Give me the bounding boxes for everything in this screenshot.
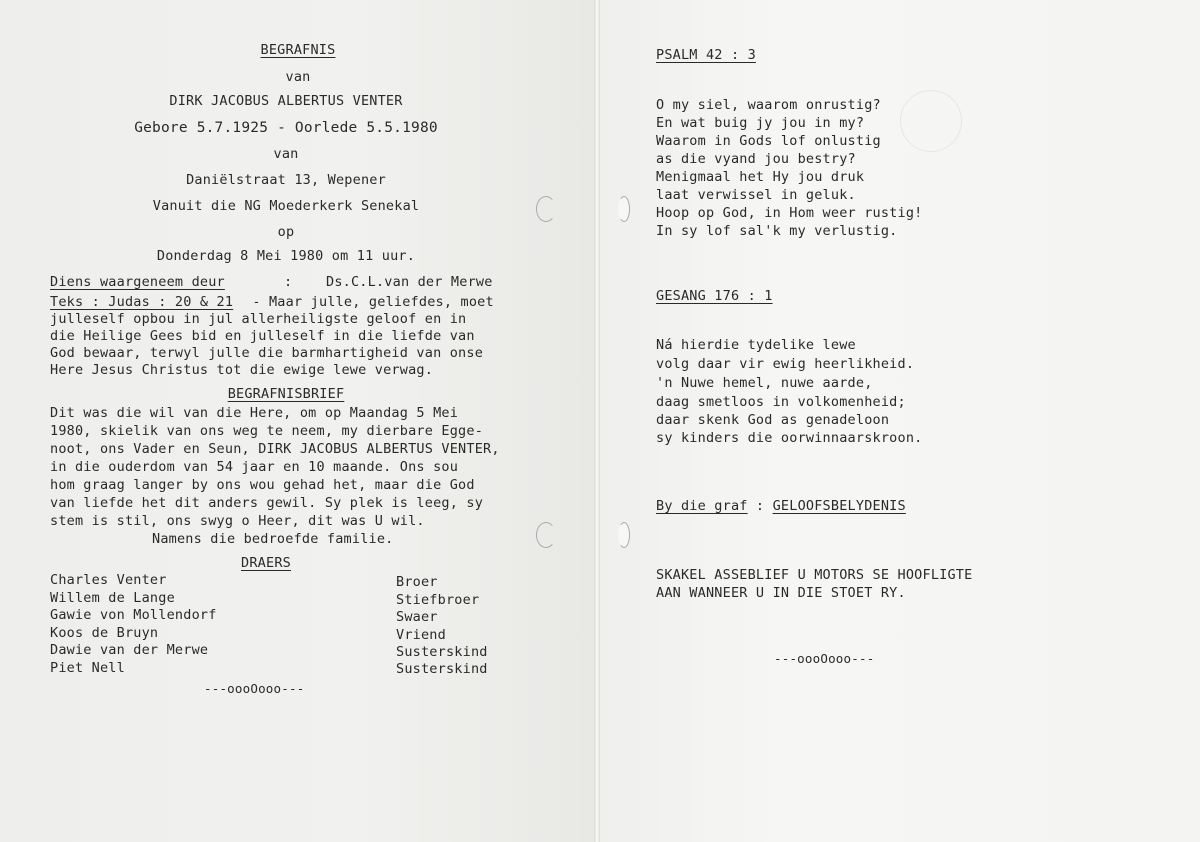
church: Vanuit die NG Moederkerk Senekal — [152, 198, 420, 214]
punch-hole-icon — [536, 522, 556, 548]
scripture-line: - Maar julle, geliefdes, moet — [244, 294, 494, 310]
letter-signoff: Namens die bedroefde familie. — [152, 531, 394, 547]
grave-item: GELOOFSBELYDENIS — [772, 498, 906, 514]
scripture-line: julleself opbou in jul allerheiligste geloof en in — [50, 311, 467, 327]
psalm-line: Hoop op God, in Hom weer rustig! — [656, 205, 923, 221]
bearer-name: Willem de Lange — [50, 590, 175, 606]
bearer-name: Gawie von Mollendorf — [50, 607, 217, 623]
scripture-label: Teks : Judas : 20 & 21 — [50, 294, 234, 310]
bearer-name: Dawie van der Merwe — [50, 642, 209, 658]
bearer-name: Koos de Bruyn — [50, 625, 159, 641]
bearer-relation: Vriend — [396, 627, 446, 643]
letter-line: Dit was die wil van die Here, om op Maandag 5 Mei — [50, 405, 459, 421]
psalm-line: as die vyand jou bestry? — [656, 151, 856, 167]
service-label: Diens waargeneem deur — [50, 274, 225, 290]
service-separator: : — [284, 274, 293, 290]
psalm-line: Waarom in Gods lof onlustig — [656, 133, 881, 149]
scripture-line: die Heilige Gees bid en julleself in die liefde van — [50, 328, 475, 344]
gesang-line: Ná hierdie tydelike lewe — [656, 337, 856, 353]
end-mark: ---oooOooo--- — [204, 681, 305, 696]
letter-line: 1980, skielik van ons weg te neem, my dierbare Egge- — [50, 423, 484, 439]
bearer-relation: Swaer — [396, 609, 438, 625]
psalm-line: laat verwissel in geluk. — [656, 187, 856, 203]
bearer-relation: Susterskind — [396, 661, 488, 677]
bearer-relation: Broer — [396, 574, 438, 590]
notice-line: SKAKEL ASSEBLIEF U MOTORS SE HOOFLIGTE — [656, 567, 973, 583]
psalm-line: In sy lof sal'k my verlustig. — [656, 223, 898, 239]
gesang-line: volg daar vir ewig heerlikheid. — [656, 356, 915, 372]
letter-line: noot, ons Vader en Seun, DIRK JACOBUS ALBERTUS VENTER, — [50, 441, 500, 457]
bearer-name: Piet Nell — [50, 660, 125, 676]
gesang-line: sy kinders die oorwinnaarskroon. — [656, 430, 923, 446]
letter-line: hom graag langer by ons wou gehad het, maar die God — [50, 477, 475, 493]
bearer-relation: Stiefbroer — [396, 592, 480, 608]
grave-label: By die graf — [656, 498, 748, 514]
end-mark: ---oooOooo--- — [774, 651, 875, 666]
op-line: op — [277, 224, 295, 240]
life-dates: Gebore 5.7.1925 - Oorlede 5.5.1980 — [134, 120, 438, 136]
psalm-line: O my siel, waarom onrustig? — [656, 97, 881, 113]
bearers-title: DRAERS — [241, 555, 291, 571]
punch-hole-icon — [618, 196, 630, 222]
punch-hole-icon — [618, 522, 630, 548]
page-fold — [594, 0, 600, 842]
grave-heading — [656, 498, 906, 515]
letter-line: in die ouderdom van 54 jaar en 10 maande. Ons sou — [50, 459, 459, 475]
psalm-title: PSALM 42 : 3 — [656, 47, 756, 63]
gesang-line: daag smetloos in volkomenheid; — [656, 394, 906, 410]
psalm-line: Menigmaal het Hy jou druk — [656, 169, 865, 185]
scripture-line: God bewaar, terwyl julle die barmhartigheid van onse — [50, 345, 484, 361]
bearer-name: Charles Venter — [50, 572, 167, 588]
van-line: van — [285, 69, 311, 85]
letter-line: van liefde het dit anders gewil. Sy plek is leeg, sy — [50, 495, 484, 511]
notice-line: AAN WANNEER U IN DIE STOET RY. — [656, 585, 906, 601]
deceased-name: DIRK JACOBUS ALBERTUS VENTER — [169, 93, 403, 109]
service-date: Donderdag 8 Mei 1980 om 11 uur. — [156, 248, 416, 264]
van-line: van — [273, 146, 299, 162]
grave-separator: : — [747, 498, 773, 514]
gesang-title: GESANG 176 : 1 — [656, 288, 773, 304]
address: Daniëlstraat 13, Wepener — [186, 172, 386, 188]
service-minister: Ds.C.L.van der Merwe — [326, 274, 493, 290]
gesang-line: 'n Nuwe hemel, nuwe aarde, — [656, 375, 873, 391]
psalm-line: En wat buig jy jou in my? — [656, 115, 865, 131]
letter-line: stem is stil, ons swyg o Heer, dit was U wil. — [50, 513, 425, 529]
faint-stamp-icon — [900, 90, 962, 152]
bearer-relation: Susterskind — [396, 644, 488, 660]
gesang-line: daar skenk God as genadeloon — [656, 412, 890, 428]
document-title: BEGRAFNIS — [260, 42, 336, 58]
scripture-line: Here Jesus Christus tot die ewige lewe verwag. — [50, 362, 434, 378]
letter-title: BEGRAFNISBRIEF — [227, 386, 345, 402]
